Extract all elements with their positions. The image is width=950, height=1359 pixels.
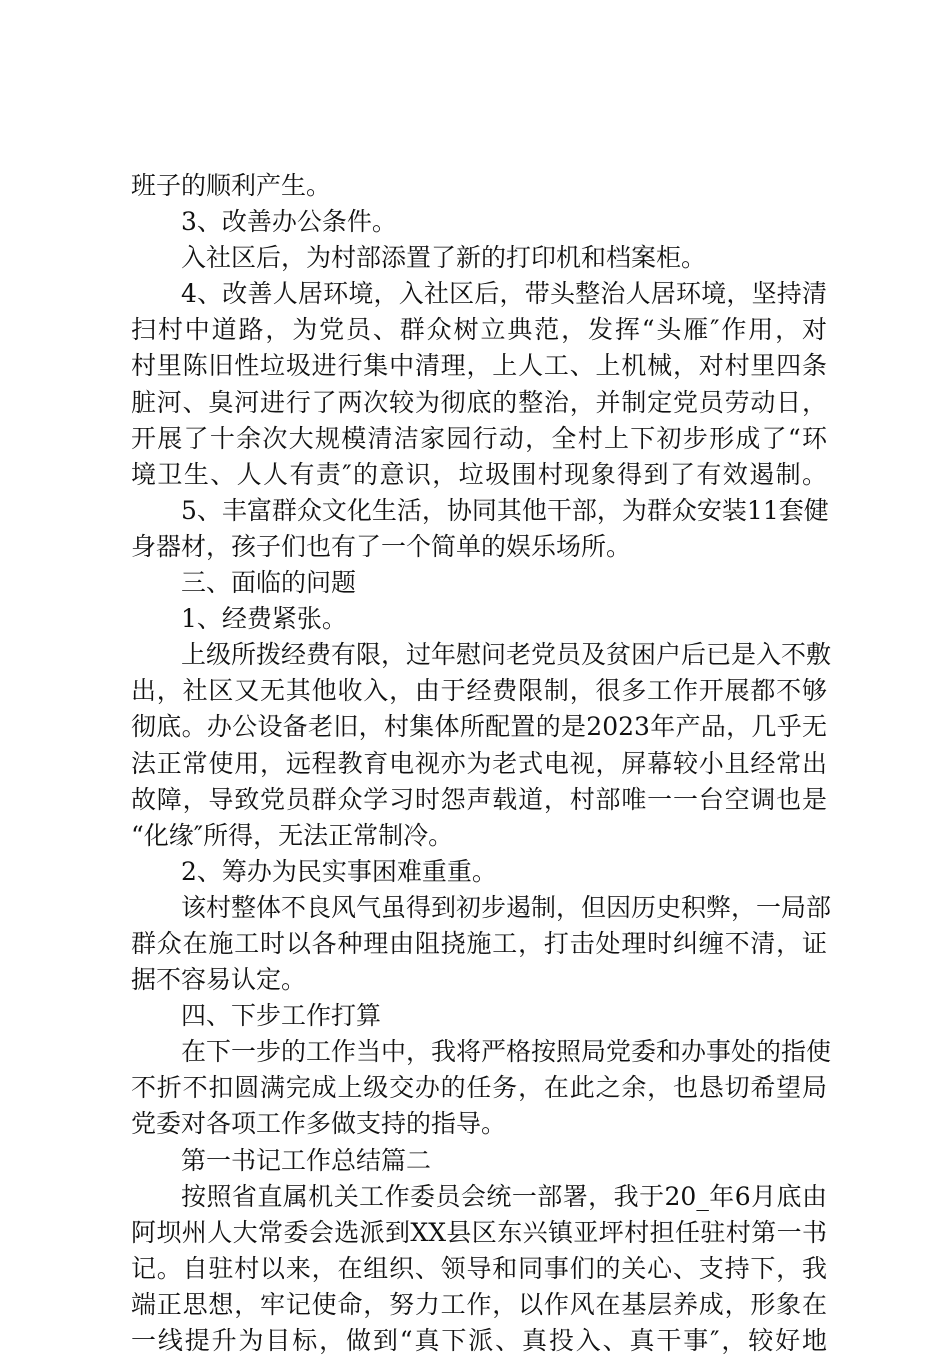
text-line: 脏河、臭河进行了两次较为彻底的整治，并制定党员劳动日， xyxy=(131,387,827,417)
text-line: 端正思想，牢记使命，努力工作，以作风在基层养成，形象在 xyxy=(131,1289,827,1319)
heading-line: 3、改善办公条件。 xyxy=(181,207,397,237)
text-line: 阿坝州人大常委会选派到XX县区东兴镇亚坪村担任驻村第一书 xyxy=(131,1217,827,1247)
heading-line: 1、经费紧张。 xyxy=(181,604,347,634)
text-line: 班子的顺利产生。 xyxy=(131,171,332,200)
text-line: 彻底。办公设备老旧，村集体所配置的是2023年产品，几乎无 xyxy=(131,712,827,742)
section-heading: 三、面临的问题 xyxy=(181,568,357,598)
text-line: 不折不扣圆满完成上级交办的任务，在此之余，也恳切希望局 xyxy=(131,1073,827,1103)
text-line: 群众在施工时以各种理由阻挠施工，打击处理时纠缠不清，证 xyxy=(131,928,827,958)
text-line: 党委对各项工作多做支持的指导。 xyxy=(131,1109,507,1139)
text-line: “化缘″所得，无法正常制冷。 xyxy=(131,820,454,850)
section-heading: 四、下步工作打算 xyxy=(181,1001,382,1031)
text-line: 4、改善人居环境，入社区后，带头整治人居环境，坚持清 xyxy=(181,279,827,309)
text-line: 法正常使用，远程教育电视亦为老式电视，屏幕较小且经常出 xyxy=(131,748,827,778)
text-line: 一线提升为目标，做到“真下派、真投入、真干事″，较好地 xyxy=(131,1326,827,1355)
document-page xyxy=(131,168,832,1359)
text-line: 境卫生、人人有责″的意识，垃圾围村现象得到了有效遏制。 xyxy=(131,459,827,489)
text-line: 上级所拨经费有限，过年慰问老党员及贫困户后已是入不敷 xyxy=(181,640,832,670)
text-line: 据不容易认定。 xyxy=(131,965,307,995)
text-line: 记。自驻村以来，在组织、领导和同事们的关心、支持下，我 xyxy=(131,1253,827,1283)
section-title: 第一书记工作总结篇二 xyxy=(181,1145,432,1175)
text-line: 开展了十余次大规模清洁家园行动，全村上下初步形成了“环 xyxy=(131,423,827,453)
text-line: 按照省直属机关工作委员会统一部署，我于20_年6月底由 xyxy=(181,1181,827,1211)
heading-line: 2、筹办为民实事困难重重。 xyxy=(181,856,497,886)
text-line: 身器材，孩子们也有了一个简单的娱乐场所。 xyxy=(131,531,632,561)
text-line: 5、丰富群众文化生活，协同其他干部，为群众安装11套健 xyxy=(181,495,829,525)
text-line: 扫村中道路，为党员、群众树立典范，发挥“头雁″作用，对 xyxy=(131,315,827,345)
text-line: 出，社区又无其他收入，由于经费限制，很多工作开展都不够 xyxy=(131,676,827,706)
text-line: 村里陈旧性垃圾进行集中清理，上人工、上机械，对村里四条 xyxy=(131,351,827,381)
text-line: 在下一步的工作当中，我将严格按照局党委和办事处的指使 xyxy=(181,1037,832,1067)
text-line: 故障，导致党员群众学习时怨声载道，村部唯一一台空调也是 xyxy=(131,784,827,814)
text-line: 入社区后，为村部添置了新的打印机和档案柜。 xyxy=(181,243,707,273)
text-line: 该村整体不良风气虽得到初步遏制，但因历史积弊，一局部 xyxy=(181,892,832,922)
